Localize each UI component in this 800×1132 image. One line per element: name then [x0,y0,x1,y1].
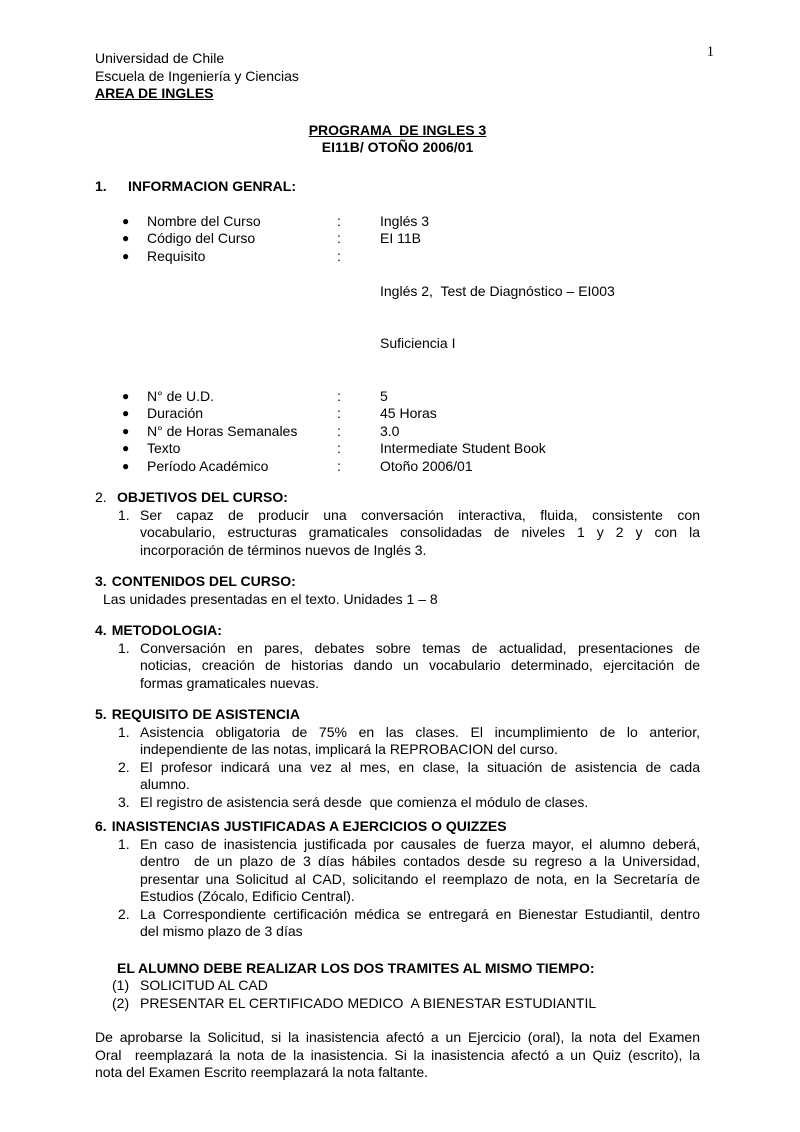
info-value [380,248,700,388]
numbered-item [118,836,700,906]
document-subtitle: EI11B/ OTOÑO 2006/01 [321,139,474,155]
info-label: Texto [147,440,181,456]
bullet-icon: ● [122,406,130,420]
text-line: vocabulario, estructuras gramaticales consolidadas de niveles 1 y 2 y con la [140,524,700,540]
info-label: Duración [147,405,204,421]
notice-heading: EL ALUMNO DEBE REALIZAR LOS DOS TRAMITES AL MISMO TIEMPO: [117,959,595,976]
title-block [95,122,700,157]
info-label: N° de U.D. [147,387,215,404]
text-line: incorporación de términos nuevos de Inglés 3. [140,541,427,558]
text-line: Asistencia obligatoria de 75% en las clases. El incumplimiento de lo anterior, [140,723,700,740]
numbered-item [118,507,700,560]
info-label: Requisito [147,247,206,264]
info-row-horas-semanales [95,423,700,441]
notice-item [112,977,700,995]
info-separator: : [337,422,341,439]
course-info-list [95,213,700,476]
closing-paragraph [95,1029,700,1082]
numbered-item [118,906,700,941]
numbered-item [118,724,700,759]
section-heading [95,622,700,640]
item-number: 2. [118,905,130,922]
info-separator: : [337,405,341,421]
info-row-nombre [95,213,700,231]
info-value-line: Suficiencia I [380,335,456,351]
org-line-school: Escuela de Ingeniería y Ciencias [95,67,299,84]
org-block [95,50,700,103]
section-title: INASISTENCIAS JUSTIFICADAS A EJERCICIOS O QUIZZES [111,818,507,834]
item-text [140,640,700,693]
info-value: Intermediate Student Book [380,440,546,456]
document-title: PROGRAMA DE INGLES 3 [308,121,487,138]
info-value: 5 [380,387,388,404]
section-asistencia [95,706,700,811]
text-line: independiente de las notas, implicará la REPROBACION del curso. [140,741,558,757]
item-number: (1) [112,977,130,993]
item-number: 1. [118,506,130,523]
info-row-texto [95,440,700,458]
bullet-icon: ● [122,458,130,473]
section-heading [95,818,700,836]
info-separator: : [337,212,341,229]
section-inasistencias [95,818,700,941]
text-line: nota del Examen Escrito reemplazará la nota faltante. [95,1064,429,1080]
section-number: 1. [95,177,107,194]
text-line: del mismo plazo de 3 días [140,923,303,939]
numbered-item [118,794,700,812]
notice-block [95,960,700,1013]
info-value: Inglés 3 [380,212,430,229]
section-number: 3. [95,573,107,589]
item-text [140,906,700,941]
section-title: CONTENIDOS DEL CURSO: [111,573,296,589]
text-line: En caso de inasistencia justificada por causales de fuerza mayor, el alumno deberá, [140,835,700,852]
section-heading [95,706,700,724]
section-informacion-general [95,178,700,476]
info-value-line: Inglés 2, Test de Diagnóstico – EI003 [380,282,615,299]
info-label: Nombre del Curso [147,212,261,229]
item-text: SOLICITUD AL CAD [140,977,268,993]
section-objetivos [95,489,700,559]
info-value: 45 Horas [380,405,437,421]
bullet-icon: ● [122,441,130,455]
info-value: Otoño 2006/01 [380,457,473,474]
item-text [140,507,700,560]
info-row-ud [95,388,700,406]
section-number: 4. [95,622,107,638]
numbered-item [118,640,700,693]
text-line: De aprobarse la Solicitud, si la inasistencia afectó a un Ejercicio (oral), la nota del Examen [95,1029,700,1045]
section-metodologia [95,622,700,692]
section-title: OBJETIVOS DEL CURSO: [117,489,288,505]
info-separator: : [337,440,341,456]
bullet-icon: ● [122,423,130,438]
section-number: 5. [95,706,107,722]
section-title: INFORMACION GENRAL: [128,177,296,194]
text-line: Ser capaz de producir una conversación interactiva, fluida, consistente con [140,506,700,523]
item-text [140,759,700,794]
info-row-requisito [95,248,700,388]
bullet-icon: ● [122,388,130,403]
item-text [140,836,700,906]
info-value: 3.0 [380,422,400,439]
info-row-duracion [95,405,700,423]
item-number: 1. [118,835,130,852]
bullet-icon: ● [122,248,130,263]
info-label: Período Académico [147,457,269,474]
item-number: 1. [118,639,130,656]
info-value: EI 11B [380,230,421,246]
section-title: METODOLOGIA: [111,622,222,638]
item-number: 1. [118,723,130,740]
item-number: (2) [112,994,130,1011]
text-line: La Correspondiente certificación médica se entregará en Bienestar Estudiantil, dentro [140,905,700,922]
text-line: Estudios (Zócalo, Edificio Central). [140,888,355,904]
text-line: Conversación en pares, debates sobre temas de actualidad, presentaciones de [140,639,700,656]
org-line-university: Universidad de Chile [95,50,225,66]
info-separator: : [337,387,341,404]
info-row-periodo [95,458,700,476]
text-line: alumno. [140,776,190,792]
text-line: Oral reemplazará la nota de la inasistencia. Si la inasistencia afectó a un Quiz (escrito), la [95,1046,700,1063]
item-number: 2. [118,758,130,775]
org-line-area: AREA DE INGLES [95,85,214,101]
bullet-icon: ● [122,213,130,228]
section-number: 6. [95,818,107,834]
bullet-icon: ● [122,231,130,245]
section-contenidos [95,573,700,608]
section-heading [95,178,700,196]
numbered-item [118,759,700,794]
text-line: dentro de un plazo de 3 días hábiles contados desde su regreso a la Universidad, [140,853,700,869]
text-line: noticias, creación de historias dando un vocabulario determinado, ejercitación de [140,657,700,673]
section-title: REQUISITO DE ASISTENCIA [111,706,300,722]
info-separator: : [337,247,341,264]
info-separator: : [337,457,341,474]
text-line: presentar una Solicitud al CAD, solicitando el reemplazo de nota, en la Secretaría de [140,870,700,887]
info-row-codigo [95,230,700,248]
info-label: N° de Horas Semanales [147,422,298,439]
item-text [140,794,700,812]
info-label: Código del Curso [147,230,256,246]
section-body: Las unidades presentadas en el texto. Unidades 1 – 8 [103,590,438,607]
info-separator: : [337,230,341,246]
text-line: El registro de asistencia será desde que comienza el módulo de clases. [140,793,589,810]
item-text: PRESENTAR EL CERTIFICADO MEDICO A BIENESTAR ESTUDIANTIL [140,994,597,1011]
section-number: 2. [95,489,107,505]
item-text [140,724,700,759]
section-heading [95,573,700,591]
text-line: El profesor indicará una vez al mes, en clase, la situación de asistencia de cada [140,758,700,775]
text-line: formas gramaticales nuevas. [140,674,319,691]
item-number: 3. [118,793,130,810]
notice-item [112,995,700,1013]
section-heading [95,489,700,507]
page-number: 1 [706,44,714,60]
